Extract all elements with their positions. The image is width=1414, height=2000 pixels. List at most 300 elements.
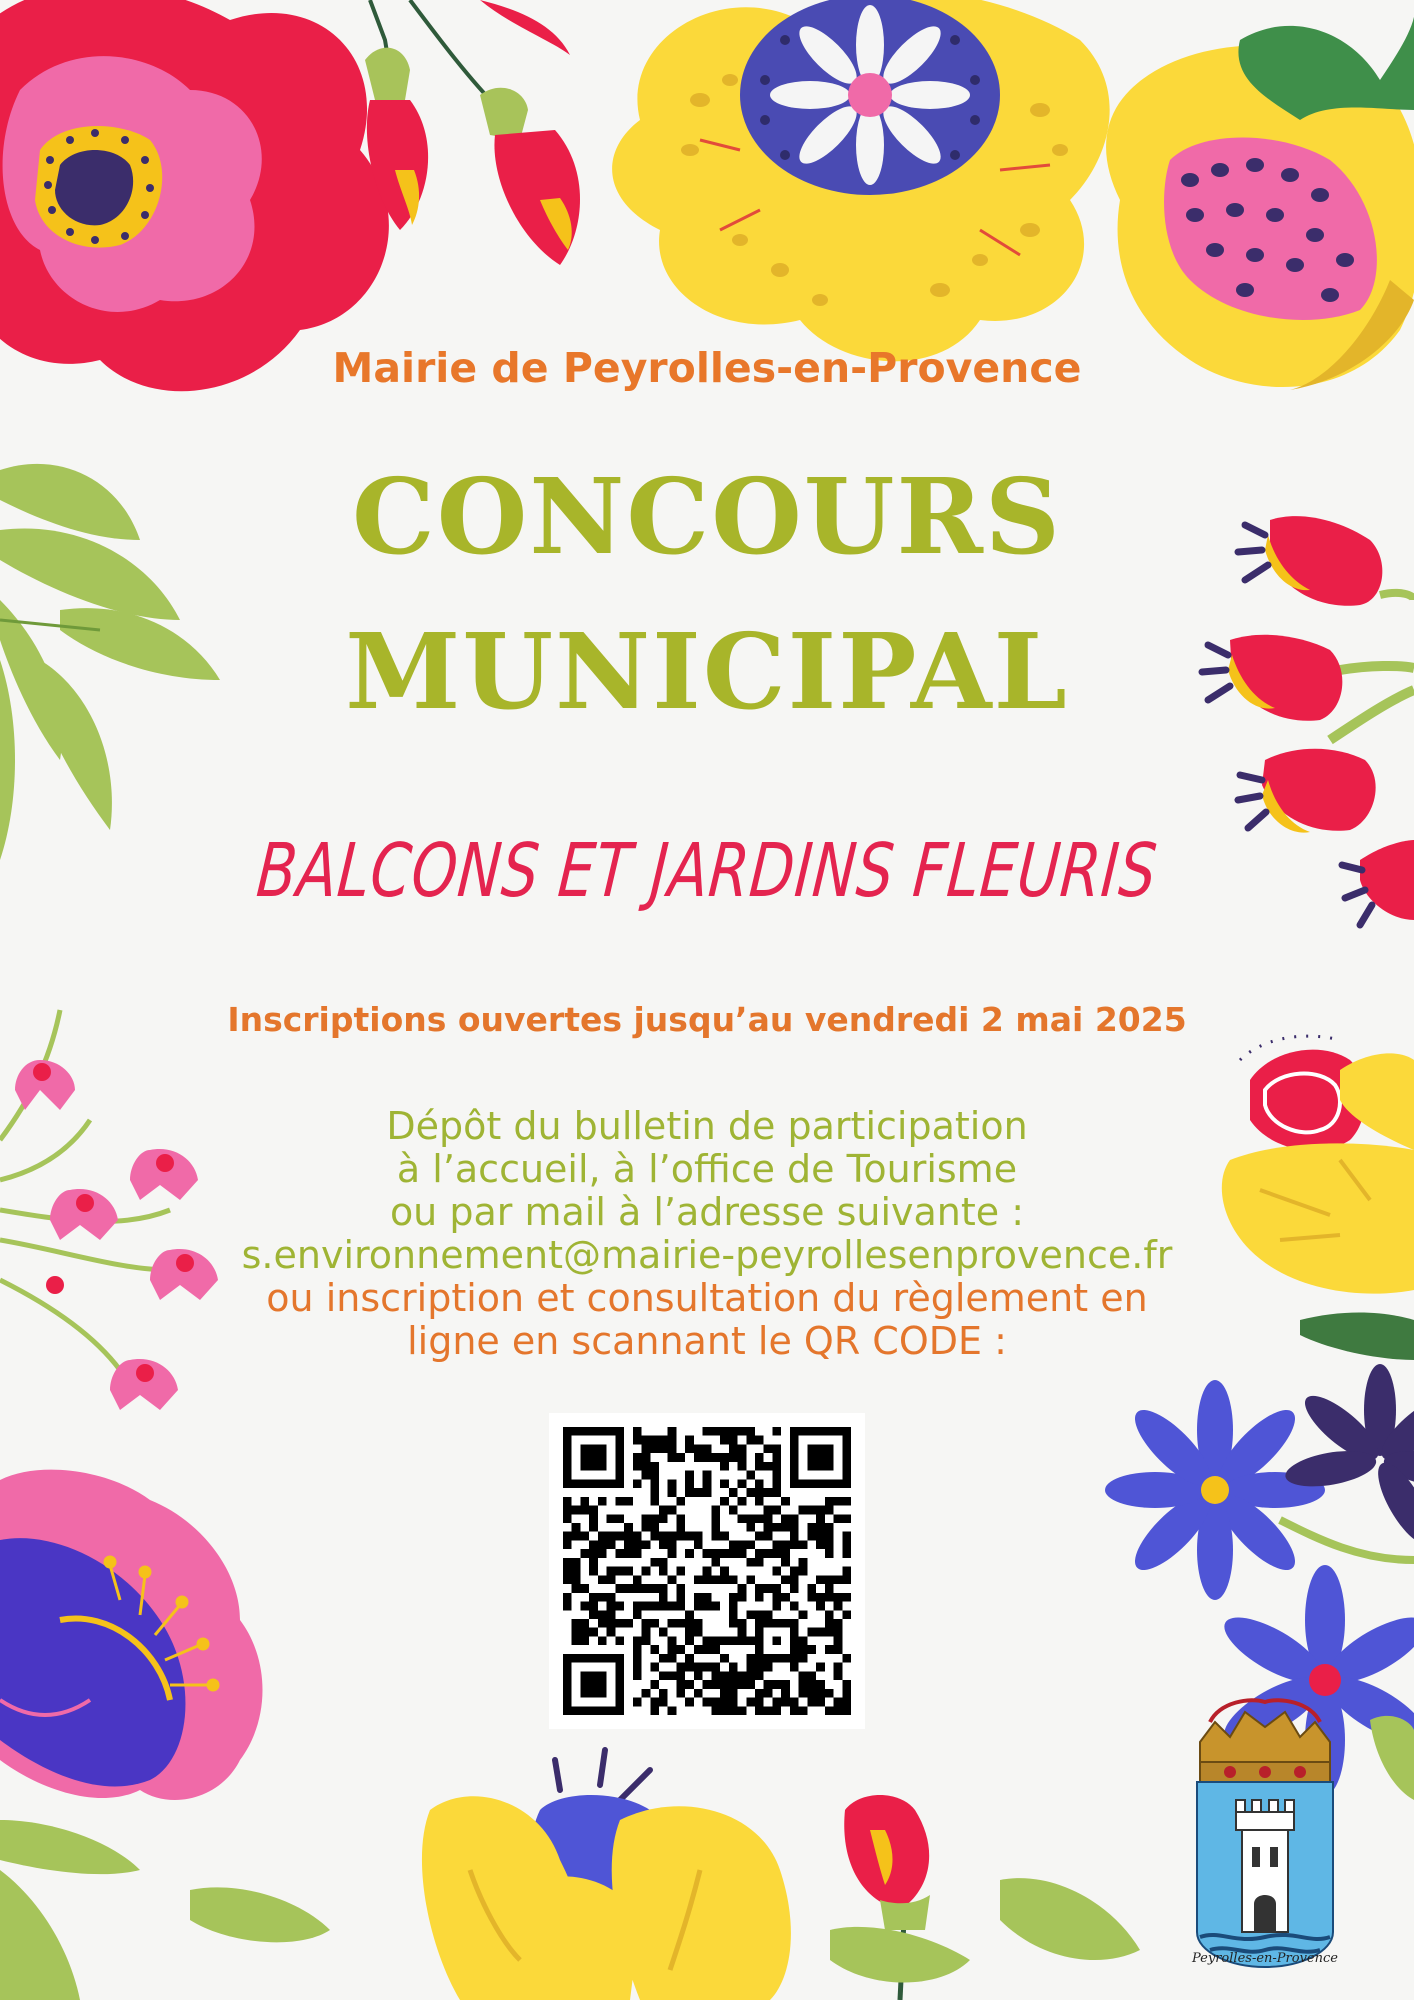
qr-module xyxy=(711,1575,720,1584)
qr-module xyxy=(720,1462,729,1471)
qr-module xyxy=(755,1698,764,1707)
qr-module xyxy=(703,1549,712,1558)
qr-module xyxy=(668,1488,677,1497)
qr-module xyxy=(764,1549,773,1558)
qr-module xyxy=(816,1427,825,1436)
qr-module xyxy=(650,1444,659,1453)
qr-module xyxy=(790,1453,799,1462)
registration-deadline: Inscriptions ouvertes jusqu’au vendredi 2 mai 2025 xyxy=(227,1000,1187,1039)
qr-module xyxy=(615,1636,624,1645)
qr-module xyxy=(834,1663,843,1672)
qr-module xyxy=(834,1479,843,1488)
qr-module xyxy=(589,1593,598,1602)
qr-module xyxy=(790,1663,799,1672)
qr-module xyxy=(615,1436,624,1445)
qr-module xyxy=(642,1602,651,1611)
qr-module xyxy=(738,1479,747,1488)
qr-module xyxy=(825,1689,834,1698)
qr-module xyxy=(685,1444,694,1453)
qr-module xyxy=(676,1453,685,1462)
qr-module xyxy=(685,1488,694,1497)
qr-module xyxy=(807,1532,816,1541)
qr-module xyxy=(563,1462,572,1471)
qr-module xyxy=(650,1619,659,1628)
qr-module xyxy=(720,1680,729,1689)
qr-module xyxy=(685,1628,694,1637)
qr-module xyxy=(703,1575,712,1584)
qr-module xyxy=(650,1532,659,1541)
qr-module xyxy=(825,1532,834,1541)
qr-module xyxy=(572,1427,581,1436)
qr-module xyxy=(816,1575,825,1584)
qr-module xyxy=(650,1436,659,1445)
qr-module xyxy=(615,1567,624,1576)
qr-module xyxy=(772,1540,781,1549)
qr-module xyxy=(738,1636,747,1645)
qr-module xyxy=(790,1636,799,1645)
yellow-flower-top-center xyxy=(612,0,1110,361)
qr-module xyxy=(825,1497,834,1506)
qr-module xyxy=(694,1602,703,1611)
qr-module xyxy=(816,1514,825,1523)
qr-module xyxy=(703,1680,712,1689)
qr-module xyxy=(598,1706,607,1715)
qr-module xyxy=(825,1610,834,1619)
qr-module xyxy=(676,1584,685,1593)
qr-module xyxy=(563,1479,572,1488)
qr-module xyxy=(633,1671,642,1680)
qr-module xyxy=(668,1444,677,1453)
qr-module xyxy=(720,1532,729,1541)
qr-module xyxy=(807,1479,816,1488)
qr-module xyxy=(772,1593,781,1602)
red-buds-top xyxy=(365,0,580,265)
qr-module xyxy=(668,1453,677,1462)
qr-module xyxy=(842,1698,851,1707)
qr-module xyxy=(668,1671,677,1680)
qr-module xyxy=(615,1602,624,1611)
qr-module xyxy=(772,1654,781,1663)
qr-module xyxy=(615,1671,624,1680)
qr-module xyxy=(676,1593,685,1602)
qr-module xyxy=(825,1575,834,1584)
qr-module xyxy=(807,1628,816,1637)
qr-module xyxy=(738,1427,747,1436)
qr-module xyxy=(834,1645,843,1654)
qr-module xyxy=(790,1628,799,1637)
qr-module xyxy=(711,1671,720,1680)
yellow-flower-top-right xyxy=(1106,0,1414,390)
qr-module xyxy=(598,1680,607,1689)
qr-module xyxy=(764,1488,773,1497)
qr-module xyxy=(711,1453,720,1462)
qr-module xyxy=(720,1453,729,1462)
qr-module xyxy=(790,1602,799,1611)
qr-module xyxy=(764,1506,773,1515)
qr-module xyxy=(703,1567,712,1576)
qr-module xyxy=(842,1593,851,1602)
qr-module xyxy=(790,1645,799,1654)
qr-module xyxy=(807,1427,816,1436)
qr-module xyxy=(738,1680,747,1689)
qr-module xyxy=(598,1497,607,1506)
qr-module xyxy=(764,1706,773,1715)
qr-module xyxy=(842,1689,851,1698)
qr-module xyxy=(781,1549,790,1558)
qr-module xyxy=(764,1523,773,1532)
qr-module xyxy=(720,1567,729,1576)
qr-module xyxy=(589,1654,598,1663)
qr-module xyxy=(781,1698,790,1707)
qr-module xyxy=(825,1628,834,1637)
qr-module xyxy=(790,1462,799,1471)
qr-module xyxy=(729,1689,738,1698)
qr-module xyxy=(685,1532,694,1541)
qr-module xyxy=(668,1549,677,1558)
qr-module xyxy=(607,1514,616,1523)
qr-module xyxy=(563,1436,572,1445)
qr-module xyxy=(659,1628,668,1637)
qr-module xyxy=(633,1698,642,1707)
qr-module xyxy=(580,1444,589,1453)
qr-module xyxy=(772,1549,781,1558)
qr-module xyxy=(659,1654,668,1663)
qr-module xyxy=(580,1628,589,1637)
qr-module xyxy=(589,1506,598,1515)
qr-module xyxy=(563,1540,572,1549)
qr-module xyxy=(842,1479,851,1488)
qr-module xyxy=(711,1523,720,1532)
instructions-line: ou inscription et consultation du règlement en xyxy=(266,1276,1148,1320)
qr-module xyxy=(729,1436,738,1445)
qr-module xyxy=(772,1602,781,1611)
qr-module xyxy=(729,1427,738,1436)
qr-module xyxy=(676,1567,685,1576)
qr-module xyxy=(807,1506,816,1515)
qr-module xyxy=(659,1506,668,1515)
qr-module xyxy=(720,1549,729,1558)
qr-module xyxy=(676,1689,685,1698)
qr-module xyxy=(755,1584,764,1593)
qr-module xyxy=(563,1593,572,1602)
qr-module xyxy=(781,1654,790,1663)
qr-module xyxy=(746,1610,755,1619)
qr-module xyxy=(790,1436,799,1445)
qr-module xyxy=(615,1619,624,1628)
qr-module xyxy=(563,1514,572,1523)
qr-module xyxy=(624,1523,633,1532)
qr-module xyxy=(711,1698,720,1707)
qr-module xyxy=(633,1575,642,1584)
qr-module xyxy=(738,1628,747,1637)
qr-module xyxy=(772,1444,781,1453)
qr-module xyxy=(825,1619,834,1628)
qr-module xyxy=(589,1558,598,1567)
qr-code[interactable] xyxy=(549,1413,865,1729)
qr-module xyxy=(746,1471,755,1480)
email-address[interactable]: s.environnement@mairie-peyrollesenprovence.fr xyxy=(241,1233,1173,1277)
qr-module xyxy=(650,1514,659,1523)
qr-module xyxy=(642,1462,651,1471)
qr-module xyxy=(834,1619,843,1628)
qr-module xyxy=(755,1497,764,1506)
qr-module xyxy=(816,1680,825,1689)
qr-module xyxy=(615,1532,624,1541)
qr-module xyxy=(668,1506,677,1515)
qr-module xyxy=(755,1636,764,1645)
qr-module xyxy=(807,1645,816,1654)
qr-module xyxy=(563,1680,572,1689)
qr-module xyxy=(790,1698,799,1707)
qr-module xyxy=(668,1619,677,1628)
qr-module xyxy=(633,1540,642,1549)
qr-module xyxy=(563,1471,572,1480)
qr-module xyxy=(572,1479,581,1488)
qr-module xyxy=(807,1680,816,1689)
qr-module xyxy=(563,1427,572,1436)
qr-module xyxy=(799,1654,808,1663)
qr-module xyxy=(676,1497,685,1506)
qr-module xyxy=(755,1532,764,1541)
qr-module xyxy=(685,1654,694,1663)
qr-module xyxy=(790,1479,799,1488)
qr-module xyxy=(694,1532,703,1541)
qr-module xyxy=(842,1654,851,1663)
qr-module xyxy=(563,1654,572,1663)
qr-module xyxy=(781,1619,790,1628)
qr-module xyxy=(807,1462,816,1471)
qr-module xyxy=(650,1584,659,1593)
qr-module xyxy=(755,1558,764,1567)
qr-module xyxy=(842,1471,851,1480)
qr-module xyxy=(842,1549,851,1558)
qr-module xyxy=(668,1706,677,1715)
qr-module xyxy=(650,1471,659,1480)
qr-module xyxy=(746,1698,755,1707)
qr-module xyxy=(703,1427,712,1436)
qr-module xyxy=(633,1645,642,1654)
qr-module xyxy=(572,1584,581,1593)
qr-module xyxy=(624,1584,633,1593)
qr-module xyxy=(659,1593,668,1602)
qr-module xyxy=(799,1610,808,1619)
qr-module xyxy=(694,1663,703,1672)
qr-module xyxy=(711,1706,720,1715)
qr-module xyxy=(615,1471,624,1480)
qr-module xyxy=(598,1453,607,1462)
qr-module xyxy=(703,1488,712,1497)
qr-module xyxy=(642,1444,651,1453)
qr-module xyxy=(834,1636,843,1645)
pink-purple-flower-bottom-left xyxy=(0,1470,330,2000)
qr-module xyxy=(703,1602,712,1611)
qr-module xyxy=(772,1453,781,1462)
qr-module xyxy=(799,1671,808,1680)
qr-module xyxy=(703,1444,712,1453)
qr-module xyxy=(842,1427,851,1436)
qr-module xyxy=(790,1514,799,1523)
qr-module xyxy=(650,1558,659,1567)
qr-module xyxy=(676,1671,685,1680)
qr-module xyxy=(764,1514,773,1523)
qr-module xyxy=(563,1602,572,1611)
qr-module xyxy=(834,1593,843,1602)
qr-module xyxy=(676,1514,685,1523)
qr-module xyxy=(799,1540,808,1549)
qr-module xyxy=(720,1689,729,1698)
qr-module xyxy=(589,1680,598,1689)
qr-module xyxy=(842,1540,851,1549)
qr-module xyxy=(572,1636,581,1645)
qr-module xyxy=(842,1462,851,1471)
qr-module xyxy=(607,1575,616,1584)
qr-module xyxy=(580,1689,589,1698)
qr-module xyxy=(633,1584,642,1593)
qr-module xyxy=(694,1575,703,1584)
qr-module xyxy=(668,1636,677,1645)
qr-module xyxy=(790,1619,799,1628)
qr-module xyxy=(781,1497,790,1506)
qr-module xyxy=(668,1654,677,1663)
qr-module xyxy=(642,1540,651,1549)
qr-module xyxy=(572,1567,581,1576)
qr-module xyxy=(772,1462,781,1471)
qr-module xyxy=(834,1497,843,1506)
qr-module xyxy=(615,1549,624,1558)
qr-module xyxy=(572,1575,581,1584)
qr-module xyxy=(685,1663,694,1672)
qr-module xyxy=(816,1698,825,1707)
qr-module xyxy=(598,1610,607,1619)
qr-module xyxy=(580,1453,589,1462)
qr-module xyxy=(589,1628,598,1637)
qr-module xyxy=(563,1567,572,1576)
qr-module xyxy=(772,1427,781,1436)
qr-module xyxy=(624,1549,633,1558)
qr-module xyxy=(711,1514,720,1523)
qr-module xyxy=(633,1602,642,1611)
qr-module xyxy=(755,1488,764,1497)
qr-module xyxy=(563,1689,572,1698)
qr-module xyxy=(825,1706,834,1715)
qr-module xyxy=(799,1506,808,1515)
qr-module xyxy=(703,1698,712,1707)
qr-module xyxy=(738,1584,747,1593)
qr-module xyxy=(563,1532,572,1541)
qr-module xyxy=(764,1462,773,1471)
title-line-1: CONCOURS xyxy=(351,455,1063,578)
qr-module xyxy=(772,1506,781,1515)
qr-module xyxy=(729,1680,738,1689)
qr-module xyxy=(772,1479,781,1488)
qr-module xyxy=(825,1549,834,1558)
qr-module xyxy=(807,1584,816,1593)
qr-module xyxy=(624,1497,633,1506)
qr-module xyxy=(615,1444,624,1453)
qr-module xyxy=(650,1602,659,1611)
qr-module xyxy=(659,1602,668,1611)
qr-module xyxy=(642,1628,651,1637)
qr-module xyxy=(580,1549,589,1558)
qr-module xyxy=(772,1488,781,1497)
qr-module xyxy=(790,1427,799,1436)
qr-module xyxy=(738,1671,747,1680)
qr-module xyxy=(816,1506,825,1515)
qr-module xyxy=(572,1619,581,1628)
qr-module xyxy=(563,1671,572,1680)
qr-module xyxy=(816,1689,825,1698)
qr-module xyxy=(615,1479,624,1488)
qr-module xyxy=(711,1645,720,1654)
qr-module xyxy=(790,1523,799,1532)
qr-module xyxy=(615,1680,624,1689)
qr-module xyxy=(659,1540,668,1549)
qr-module xyxy=(711,1680,720,1689)
qr-module xyxy=(676,1523,685,1532)
qr-module xyxy=(807,1671,816,1680)
qr-module xyxy=(816,1540,825,1549)
qr-module xyxy=(720,1698,729,1707)
qr-module xyxy=(633,1436,642,1445)
qr-module xyxy=(598,1689,607,1698)
qr-module xyxy=(825,1584,834,1593)
qr-module xyxy=(825,1444,834,1453)
qr-module xyxy=(764,1680,773,1689)
qr-module xyxy=(781,1593,790,1602)
qr-module xyxy=(615,1462,624,1471)
qr-module xyxy=(676,1645,685,1654)
qr-module xyxy=(807,1689,816,1698)
qr-module xyxy=(755,1610,764,1619)
qr-module xyxy=(729,1610,738,1619)
qr-module xyxy=(772,1636,781,1645)
qr-module xyxy=(816,1462,825,1471)
instructions-line: ou par mail à l’adresse suivante : xyxy=(389,1190,1025,1234)
qr-module xyxy=(720,1436,729,1445)
qr-module xyxy=(729,1619,738,1628)
qr-module xyxy=(563,1453,572,1462)
qr-module xyxy=(659,1558,668,1567)
qr-module xyxy=(650,1497,659,1506)
qr-module xyxy=(607,1427,616,1436)
qr-module xyxy=(598,1593,607,1602)
qr-module xyxy=(720,1671,729,1680)
qr-module xyxy=(607,1610,616,1619)
qr-module xyxy=(738,1549,747,1558)
qr-module xyxy=(615,1663,624,1672)
qr-module xyxy=(764,1654,773,1663)
qr-module xyxy=(746,1636,755,1645)
qr-module xyxy=(580,1462,589,1471)
qr-module xyxy=(834,1671,843,1680)
instructions-line: à l’accueil, à l’office de Tourisme xyxy=(396,1147,1018,1191)
qr-module xyxy=(834,1698,843,1707)
qr-module xyxy=(633,1636,642,1645)
qr-module xyxy=(572,1523,581,1532)
qr-module xyxy=(572,1628,581,1637)
organizer-heading: Mairie de Peyrolles-en-Provence xyxy=(332,344,1082,392)
qr-module xyxy=(580,1584,589,1593)
instructions-line: Dépôt du bulletin de participation xyxy=(386,1104,1028,1148)
qr-module xyxy=(615,1514,624,1523)
qr-module xyxy=(589,1689,598,1698)
qr-module xyxy=(624,1540,633,1549)
red-bud-bottom xyxy=(830,1795,1140,2000)
qr-module xyxy=(703,1471,712,1480)
qr-module xyxy=(842,1575,851,1584)
qr-module xyxy=(563,1558,572,1567)
yellow-flower-right xyxy=(1222,1036,1414,1360)
